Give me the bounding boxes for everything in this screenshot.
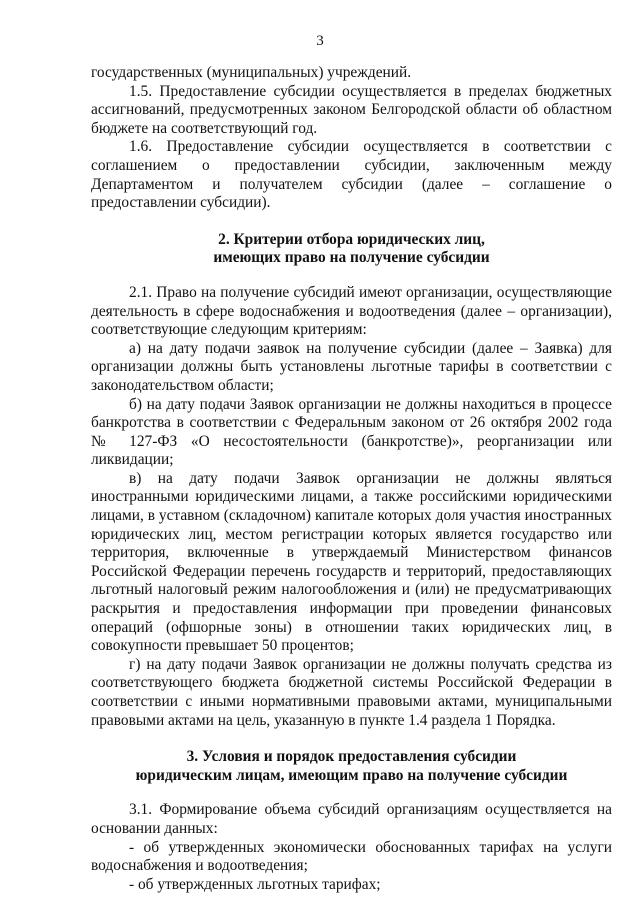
list-item-economic-tariffs: - об утвержденных экономически обоснованных тарифах на услуги водоснабжения и водоотведения; xyxy=(91,838,612,875)
list-item-preferential-tariffs: - об утвержденных льготных тарифах; xyxy=(129,875,381,893)
paragraph-2-1-v: в) на дату подачи Заявок организации не должны являться иностранными юридическими лицами, а также российскими юридическими лицами, в уставном (складочном) капитале которых доля участия иностранных юридических лиц, местом регистрации которых является государство или территория, включенные в утверждаемый Министерством финансов Российской Федерации перечень государств и территорий, предоставляющих льготный налоговый режим налогообложения и (или) не предусматривающих раскрытия и предоставления информации при проведении финансовых операций (офшорные зоны) в отношении таких юридических лиц, в совокупности превышает 50 процентов; xyxy=(91,469,612,655)
paragraph-2-1: 2.1. Право на получение субсидий имеют организации, осуществляющие деятельность в сфере водоснабжения и водоотведения (далее – организации), соответствующие следующим критериям: xyxy=(91,283,612,339)
section-2-heading xyxy=(91,231,612,268)
paragraph-1-6: 1.6. Предоставление субсидии осуществляется в соответствии с соглашением о предоставлении субсидии, заключенным между Департаментом и получателем субсидии (далее – соглашение о предоставлении субсидии). xyxy=(91,138,612,212)
paragraph-3-1: 3.1. Формирование объема субсидий организациям осуществляется на основании данных: xyxy=(91,801,612,837)
section-2-title-line-2: имеющих право на получение субсидии xyxy=(213,249,490,267)
section-3-title-line-2: юридическим лицам, имеющим право на получение субсидии xyxy=(135,766,568,784)
paragraph-2-1-a: а) на дату подачи заявок на получение субсидии (далее – Заявка) для организации должны быть установлены льготные тарифы в соответствии с законодательством области; xyxy=(91,339,612,394)
paragraph-1-5: 1.5. Предоставление субсидии осуществляется в пределах бюджетных ассигнований, предусмотренных законом Белгородской области об областном бюджете на соответствующий год. xyxy=(91,82,612,137)
section-2-title-line-1: 2. Критерии отбора юридических лиц, xyxy=(218,230,485,248)
page-number: 3 xyxy=(316,33,324,49)
section-3-heading xyxy=(91,748,612,785)
paragraph-2-1-g: г) на дату подачи Заявок организации не должны получать средства из соответствующего бюджета бюджетной системы Российской Федерации в соответствии с иными нормативными правовыми актами, муниципальными правовыми актами на цель, указанную в пункте 1.4 раздела 1 Порядка. xyxy=(91,655,612,729)
paragraph-2-1-b: б) на дату подачи Заявок организации не должны находиться в процессе банкротства в соответствии с Федеральным законом от 26 октября 2002 года № 127-ФЗ «О несостоятельности (банкротстве)», реорганизации или ликвидации; xyxy=(91,395,612,469)
paragraph-continuation: государственных (муниципальных) учреждений. xyxy=(91,64,412,81)
section-3-title-line-1: 3. Условия и порядок предоставления субсидии xyxy=(186,748,517,766)
document-body xyxy=(91,64,612,894)
